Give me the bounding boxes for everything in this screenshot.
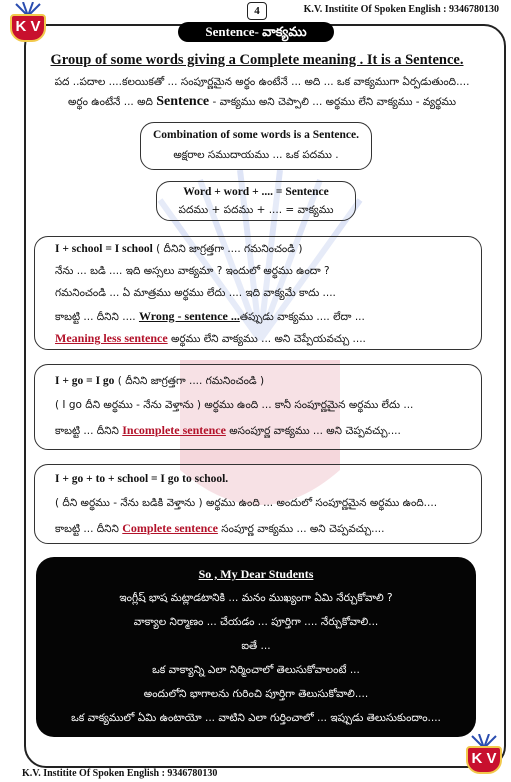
formula-te: పదము + పదము + .... = వాక్యము [178, 204, 334, 216]
intro-sentence-word: Sentence [156, 94, 210, 109]
example2-line1 [55, 375, 264, 390]
formula-en: Word + word + .... = Sentence [183, 186, 329, 198]
example3-line1 [55, 473, 228, 485]
meaningless-sentence-term: Meaning less sentence [55, 331, 168, 345]
page-number: 4 [247, 2, 267, 20]
example1-line5 [55, 331, 366, 348]
formula-box [156, 181, 356, 221]
example3-formula: I + go + to + school = I go to school. [55, 473, 229, 485]
example2-formula: I + go = I go [55, 375, 115, 387]
students-box [36, 557, 476, 737]
example2-note: ( దీనిని జాగ్రత్తగా .... గమనించండి ) [114, 375, 265, 387]
kv-logo [6, 2, 50, 46]
students-line: వాక్యాల నిర్మాణం ... చేయడం ... పూర్తిగా .... నేర్చుకోవాలి... [133, 616, 379, 628]
example-box-incomplete [34, 364, 482, 450]
headline: Group of some words giving a Complete meaning . It is a Sentence. [50, 52, 464, 68]
example1-line1 [55, 243, 302, 258]
students-line: అందులోని భాగాలను గురించి పూర్తిగా తెలుసుకోవాలి.... [143, 688, 369, 700]
intro-line-2 [42, 94, 482, 111]
example2-line2: ( I go దీని అర్థము - నేను వెళ్తాను ) అర్థము ఉంది ... కానీ సంపూర్ణమైన అర్థము లేదు ... [55, 399, 414, 411]
example1-line4-a: కాబట్టి ... దీనిని .... [55, 311, 139, 323]
combination-box [140, 122, 372, 170]
example1-line4 [55, 309, 365, 326]
intro-line-2-a: అర్థం ఉంటేనే ... అది [67, 96, 157, 108]
example3-line3 [55, 521, 384, 538]
kv-logo-footer [462, 734, 506, 778]
footer-institute: K.V. Institite Of Spoken English : 9346780130 [22, 768, 218, 779]
students-line: ఒక వాక్యాన్ని ఎలా నిర్మించాలో తెలుసుకోవాలంటే ... [152, 664, 360, 676]
example2-line3 [55, 423, 401, 440]
example2-line3-b: అసంపూర్ణ వాక్యము ... అని చెప్పవచ్చు.... [225, 425, 401, 437]
students-line: ఇంగ్లీష్ భాష మట్లాడటానికి ... మనం ముఖ్యంగా ఏమి నేర్చుకోవాలి ? [119, 592, 393, 604]
example1-line4-b: తప్పుడు వాక్యము .... లేదా ... [239, 311, 365, 323]
intro-line-2-c: - వాక్యము అని చెప్పాలి ... అర్థము లేని వాక్యము - వ్యర్థము [209, 96, 457, 108]
incomplete-sentence-term: Incomplete sentence [122, 423, 226, 437]
example3-line3-b: సంపూర్ణ వాక్యము ... అని చెప్పవచ్చు.... [217, 523, 385, 535]
combination-te: అక్షరాల సముదాయము ... ఒక పదము . [173, 149, 339, 161]
page-title: Sentence- వాక్యము [178, 22, 334, 42]
complete-sentence-term: Complete sentence [122, 521, 218, 535]
example3-line3-a: కాబట్టి ... దీనిని [55, 523, 123, 535]
example1-formula: I + school = I school [55, 243, 153, 255]
header-institute: K.V. Institite Of Spoken English : 9346780130 [303, 4, 499, 15]
students-line: ఐతే ... [241, 640, 271, 652]
example1-line2: నేను ... బడి .... ఇది అస్సలు వాక్యమా ? ఇందులో అర్థము ఉందా ? [55, 265, 330, 277]
example1-note: ( దీనిని జాగ్రత్తగా .... గమనించండి ) [152, 243, 303, 255]
example-box-wrong [34, 236, 482, 350]
logo-text: K V [471, 750, 497, 767]
students-heading: So , My Dear Students [198, 567, 314, 581]
example1-line5-b: అర్థము లేని వాక్యము ... అని చెప్పేయవచ్చు .... [167, 333, 366, 345]
wrong-sentence-term: Wrong - sentence ... [138, 309, 240, 323]
example-box-complete [34, 464, 482, 544]
logo-text: K V [15, 18, 41, 35]
students-line: ఒక వాక్యములో ఏమి ఉంటాయో ... వాటిని ఎలా గుర్తించాలో ... ఇప్పుడు తెలుసుకుందాం.... [71, 712, 441, 724]
example3-line2: ( దీని అర్థము - నేను బడికి వెళ్తాను ) అర్థము ఉంది ... అందులో సంపూర్ణమైన అర్థము ఉంది.... [55, 497, 438, 509]
example2-line3-a: కాబట్టి ... దీనిని [55, 425, 123, 437]
intro-line-1: పద ..పదాల ....కలయికతో ... సంపూర్ణమైన అర్థం ఉంటేనే ... అది ... ఒక వాక్యముగా ఏర్పడుతుంది.... [54, 76, 470, 88]
combination-en: Combination of some words is a Sentence. [152, 129, 360, 141]
example1-line3: గమనించండి ... ఏ మాత్రము అర్థము లేదు .... ఇది వాక్యమే కాదు .... [55, 287, 336, 299]
